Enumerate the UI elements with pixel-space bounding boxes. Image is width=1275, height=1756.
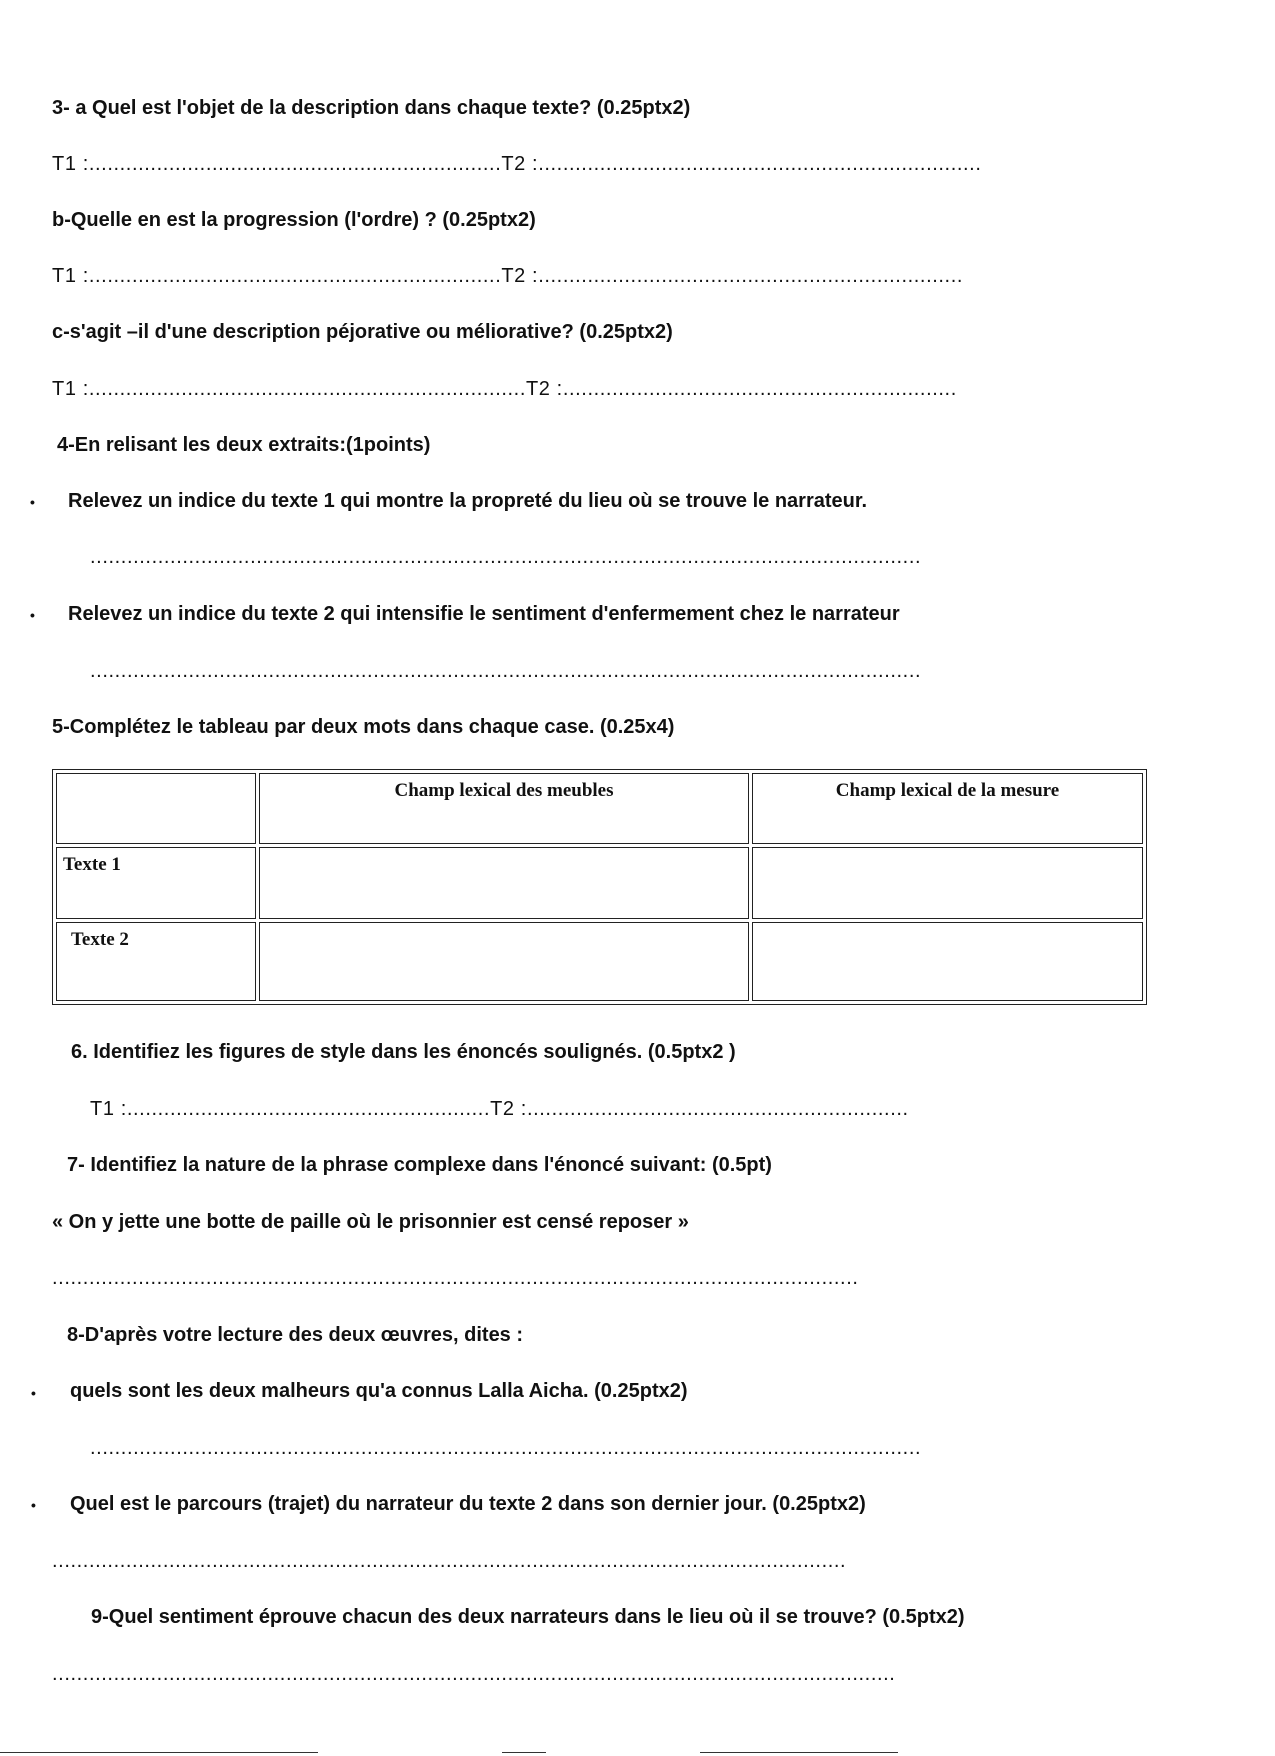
q5-title: 5-Complétez le tableau par deux mots dans chaque case. (0.25x4) [52,716,675,738]
q4-title: 4-En relisant les deux extraits:(1points) [57,434,431,456]
bullet-icon: • [31,1385,36,1401]
table-header-mesure: Champ lexical de la mesure [752,773,1143,844]
q6-title: 6. Identifiez les figures de style dans les énoncés soulignés. (0.5ptx2 ) [71,1041,736,1063]
q4-bullet1-question: Relevez un indice du texte 1 qui montre la propreté du lieu où se trouve le narrateur. [68,490,868,512]
q3c-question: c-s'agit –il d'une description péjorative ou méliorative? (0.25ptx2) [52,321,673,343]
table-corner-cell [56,773,256,844]
q8-title: 8-D'après votre lecture des deux œuvres, dites : [67,1324,524,1346]
table-cell-texte1-meubles[interactable] [259,847,749,918]
q4-bullet2-answer-line: ....................................................................................................................................... [90,660,922,682]
bullet-icon: • [31,1497,36,1513]
bullet-icon: • [30,607,35,623]
q9-title: 9-Quel sentiment éprouve chacun des deux narrateurs dans le lieu où il se trouve? (0.5ptx2) [91,1606,965,1628]
q7-quote: « On y jette une botte de paille où le prisonnier est censé reposer » [52,1211,689,1233]
bullet-icon: • [30,494,35,510]
table-row-label-texte1: Texte 1 [56,847,256,918]
q3a-question: 3- a Quel est l'objet de la description dans chaque texte? (0.25ptx2) [52,97,691,119]
table-header-meubles: Champ lexical des meubles [259,773,749,844]
q9-answer-line: ......................................................................................................................................... [52,1663,896,1685]
q3a-answer-line: T1 :...................................................................T2 :........................................................................ [52,153,982,175]
q8-bullet1-question: quels sont les deux malheurs qu'a connus Lalla Aicha. (0.25ptx2) [70,1380,688,1402]
footer-rule-center [502,1752,546,1753]
lexical-field-table [52,769,1147,1005]
q7-title: 7- Identifiez la nature de la phrase complexe dans l'énoncé suivant: (0.5pt) [67,1154,772,1176]
q6-answer-line: T1 :...........................................................T2 :.............................................................. [90,1098,909,1120]
q7-answer-line: ................................................................................................................................... [52,1267,859,1289]
footer-rule-left [0,1752,318,1753]
q3b-question: b-Quelle en est la progression (l'ordre) ? (0.25ptx2) [52,209,536,231]
q4-bullet1-answer-line: ....................................................................................................................................... [90,546,922,568]
table-cell-texte1-mesure[interactable] [752,847,1143,918]
table-row-label-texte2: Texte 2 [56,922,256,1001]
q3b-answer-line: T1 :...................................................................T2 :..................................................................... [52,265,964,287]
q3c-answer-line: T1 :.......................................................................T2 :................................................................ [52,378,957,400]
table-cell-texte2-meubles[interactable] [259,922,749,1001]
footer-rule-right [700,1752,898,1753]
q4-bullet2-question: Relevez un indice du texte 2 qui intensifie le sentiment d'enfermement chez le narrateur [68,603,900,625]
q8-bullet1-answer-line: ....................................................................................................................................... [90,1437,922,1459]
q8-bullet2-question: Quel est le parcours (trajet) du narrateur du texte 2 dans son dernier jour. (0.25ptx2) [70,1493,866,1515]
table-cell-texte2-mesure[interactable] [752,922,1143,1001]
q8-bullet2-answer-line: ................................................................................................................................. [52,1550,847,1572]
